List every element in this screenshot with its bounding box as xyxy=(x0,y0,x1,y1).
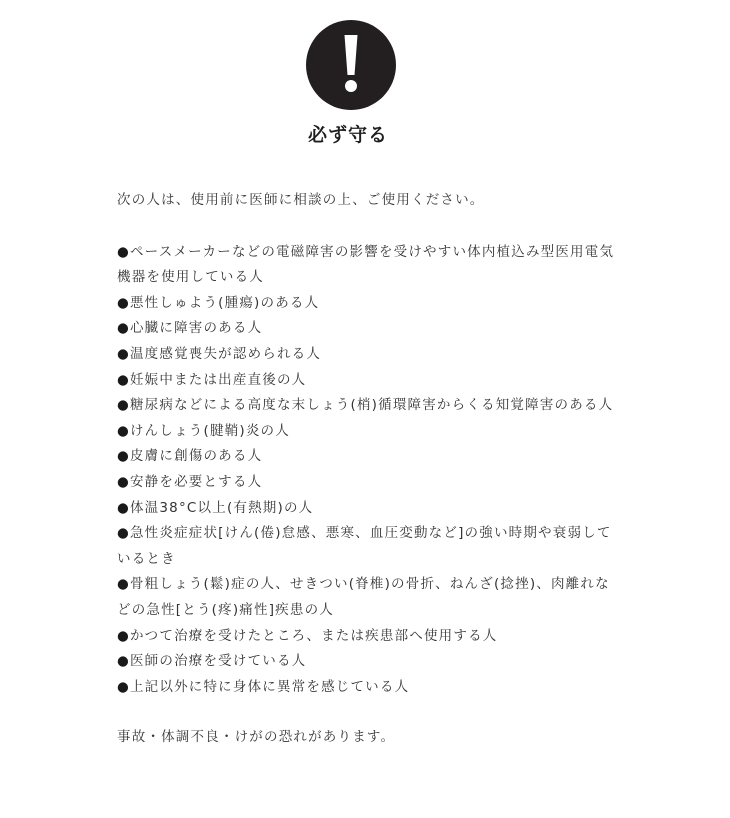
list-item xyxy=(117,572,617,623)
bullet-icon: ● xyxy=(117,499,130,516)
list-item xyxy=(117,393,617,419)
list-item xyxy=(117,496,617,522)
bullet-icon: ● xyxy=(117,678,130,695)
closing-text: 事故・体調不良・けがの恐れがあります。 xyxy=(117,729,396,746)
list-item-text: ペースメーカーなどの電磁障害の影響を受けやすい体内植込み型医用電気機器を使用している人 xyxy=(117,243,615,286)
list-item xyxy=(117,444,617,470)
list-item xyxy=(117,675,617,701)
list-item xyxy=(117,342,617,368)
exclamation-icon xyxy=(306,20,396,110)
list-item xyxy=(117,419,617,445)
page-title: 必ず守る xyxy=(307,124,388,146)
list-item xyxy=(117,649,617,675)
bullet-icon: ● xyxy=(117,345,130,362)
list-item-text: 妊娠中または出産直後の人 xyxy=(129,371,307,388)
list-item xyxy=(117,624,617,650)
bullet-icon: ● xyxy=(117,525,130,542)
list-item xyxy=(117,291,617,317)
list-item-text: 骨粗しょう(鬆)症の人、せきつい(脊椎)の骨折、ねんざ(捻挫)、肉離れなどの急性[とう(疼)痛性]疾患の人 xyxy=(117,576,610,618)
list-item-text: 医師の治療を受けている人 xyxy=(129,653,307,670)
list-item xyxy=(117,521,617,572)
list-item-text: 体温38°C以上(有熱期)の人 xyxy=(129,499,314,516)
exclamation-icon-dot xyxy=(345,80,357,92)
bullet-icon: ● xyxy=(117,627,130,644)
bullet-icon: ● xyxy=(117,473,130,490)
list-item xyxy=(117,240,617,291)
notice-body xyxy=(117,188,617,751)
precaution-list xyxy=(117,240,617,701)
intro-text: 次の人は、使用前に医師に相談の上、ご使用ください。 xyxy=(117,192,485,208)
bullet-icon: ● xyxy=(117,653,130,670)
list-item-text: 安静を必要とする人 xyxy=(129,473,263,490)
list-item-text: 上記以外に特に身体に異常を感じている人 xyxy=(129,678,410,695)
list-item xyxy=(117,316,617,342)
list-item-text: 温度感覚喪失が認められる人 xyxy=(129,345,322,362)
bullet-icon: ● xyxy=(117,320,130,337)
list-item-text: かつて治療を受けたところ、または疾患部へ使用する人 xyxy=(129,627,498,644)
list-item xyxy=(117,470,617,496)
list-item-text: 糖尿病などによる高度な末しょう(梢)循環障害からくる知覚障害のある人 xyxy=(129,397,614,414)
bullet-icon: ● xyxy=(117,422,130,439)
list-item xyxy=(117,368,617,394)
list-item-text: 急性炎症症状[けん(倦)怠感、悪寒、血圧変動など]の強い時期や衰弱しているとき xyxy=(117,525,612,567)
list-item-text: 皮膚に創傷のある人 xyxy=(129,448,263,465)
bullet-icon: ● xyxy=(117,397,130,414)
bullet-icon: ● xyxy=(117,243,130,260)
list-item-text: 心臓に障害のある人 xyxy=(129,320,263,337)
bullet-icon: ● xyxy=(117,371,130,388)
bullet-icon: ● xyxy=(117,448,130,465)
list-item-text: けんしょう(腱鞘)炎の人 xyxy=(129,422,290,439)
bullet-icon: ● xyxy=(117,576,130,593)
bullet-icon: ● xyxy=(117,294,130,311)
list-item-text: 悪性しゅよう(腫瘍)のある人 xyxy=(129,294,320,311)
